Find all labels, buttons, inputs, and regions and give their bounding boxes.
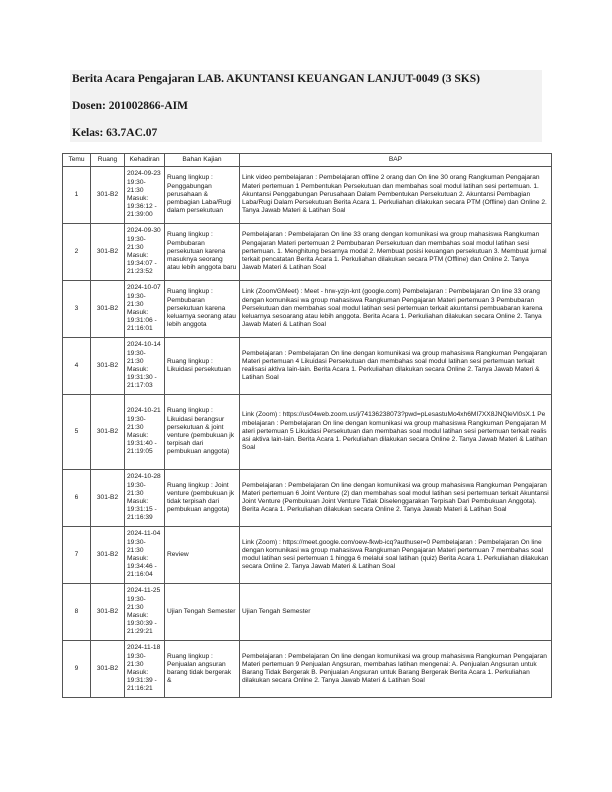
header-bap: BAP [240,154,552,167]
cell-ruang: 301-B2 [91,641,125,698]
cell-bahan-kajian: Review [165,527,240,584]
cell-ruang: 301-B2 [91,470,125,527]
cell-bap: Link (Zoom) : https://us04web.zoom.us/j/74136238073?pwd=pLesastuMo4xh6MI7XX8JNQleVl0sX.1 Pembelajaran : Pembelajaran On line dengan komunikasi wa group mahasiswa Rangkuman Pengajaran Materi pertemuan 5 Likuidasi Persekutuan dan membahas soal modul latihan sesi pertemuan terkait realisasi aktiva lain-lain. Berita Acara 1. Perkuliahan dilakukan secara Online 2. Tanya Jawab Materi & Latihan Soal [240,395,552,470]
cell-bap: Link (Zoom/GMeet) : Meet - hrw-yzjn-knt (google.com) Pembelajaran : Pembelajaran On line 33 orang dengan komunikasi wa group mahasiswa Rangkuman Pengajaran Materi pertemuan 3 Pembubaran Persekutuan dan membahas soal modul latihan sesi pertemuan terkait akuntansi pembuabaran karena keluarnya sesoarang atau lebih anggota. Berita Acara 1. Perkuliahan dilakukan secara Online 2. Tanya Jawab Materi & Latihan Soal [240,281,552,338]
cell-bap: Link (Zoom) : https://meet.google.com/oew-fkwb-icq?authuser=0 Pembelajaran : Pembelajaran On line dengan komunikasi wa group mahasiswa Rangkuman Pengajaran Materi pertemuan 7 membahas soal modul latihan sesi pertemuan 1 hingga 6 melalui soal latihan (quiz) Berita Acara 1. Perkuliahan dilakukan secara Online 2. Tanya Jawab Materi & Latihan Soal [240,527,552,584]
dosen-label: Dosen: 201002866-AIM [72,100,188,112]
header-bahan-kajian: Bahan Kajian [165,154,240,167]
table-row [63,224,552,281]
table-row [63,641,552,698]
cell-kehadiran: 2024-10-21 19:30-21:30 Masuk: 19:31:40 - 21:19:05 [125,395,165,470]
cell-bahan-kajian: Ruang lingkup : Penggabungan perusahaan & pembagian Laba/Rugi dalam persekutuan [165,167,240,224]
page-title: Berita Acara Pengajaran LAB. AKUNTANSI KEUANGAN LANJUT-0049 (3 SKS) [72,73,480,85]
table-header-row [63,154,552,167]
header-kehadiran: Kehadiran [125,154,165,167]
cell-ruang: 301-B2 [91,167,125,224]
cell-kehadiran: 2024-09-23 19:30-21:30 Masuk: 19:36:12 - 21:39:00 [125,167,165,224]
table-row [63,527,552,584]
cell-bahan-kajian: Ruang lingkup : Likuidasi persekutuan [165,338,240,395]
header-ruang: Ruang [91,154,125,167]
table-row [63,167,552,224]
cell-temu: 7 [63,527,91,584]
cell-bahan-kajian: Ruang lingkup : Pembubaran persekutuan karena keluarnya seorang atau lebih anggota [165,281,240,338]
cell-temu: 3 [63,281,91,338]
bap-table [62,153,552,698]
cell-ruang: 301-B2 [91,224,125,281]
cell-bahan-kajian: Ruang lingkup : Joint venture (pembukuan jk tidak terpisah dari pembukuan anggota) [165,470,240,527]
cell-bap: Link video pembelajaran : Pembelajaran offline 2 orang dan On line 30 orang Rangkuman Pengajaran Materi pertemuan 1 Pembentukan Persekutuan dan membahas soal modul latihan sesi pertemuan. 1. Akuntansi Penggabungan Perusahaan Dalam Pembentukan Persekutuan 2. Akuntansi Pembagian Laba/Rugi Dalam Persekutuan Berita Acara 1. Perkuliahan dilakukan secara PTM (Offline) dan Online 2. Tanya Jawab Materi & Latihan Soal [240,167,552,224]
cell-kehadiran: 2024-11-18 19:30-21:30 Masuk: 19:31:39 - 21:16:21 [125,641,165,698]
cell-bap: Ujian Tengah Semester [240,584,552,641]
cell-temu: 6 [63,470,91,527]
cell-temu: 5 [63,395,91,470]
cell-bahan-kajian: Ujian Tengah Semester [165,584,240,641]
cell-kehadiran: 2024-10-28 19:30-21:30 Masuk: 19:31:15 - 21:16:39 [125,470,165,527]
cell-ruang: 301-B2 [91,395,125,470]
cell-temu: 9 [63,641,91,698]
cell-temu: 8 [63,584,91,641]
cell-kehadiran: 2024-10-07 19:30-21:30 Masuk: 19:31:06 - 21:16:01 [125,281,165,338]
cell-bahan-kajian: Ruang lingkup : Penjualan angsuran barang tidak bergerak & [165,641,240,698]
table-row [63,470,552,527]
cell-ruang: 301-B2 [91,527,125,584]
cell-bap: Pembelajaran : Pembelajaran On line dengan komunikasi wa group mahasiswa Rangkuman Pengajaran Materi pertemuan 9 Penjualan Angsuran, membahas latihan mengenai: A. Penjualan Angsuran untuk Barang Tidak Bergerak B. Penjualan Angsuran untuk Barang Bergerak Berita Acara 1. Perkuliahan dilakukan secara Online 2. Tanya Jawab Materi & Latihan Soal [240,641,552,698]
table-row [63,584,552,641]
cell-temu: 4 [63,338,91,395]
cell-temu: 1 [63,167,91,224]
cell-bahan-kajian: Ruang lingkup : Pembubaran persekutuan karena masuknya seorang atau lebih anggota baru [165,224,240,281]
cell-bahan-kajian: Ruang lingkup : Likuidasi berangsur persekutuan & joint venture (pembukuan jk terpisah dari pembukuan anggota) [165,395,240,470]
cell-ruang: 301-B2 [91,584,125,641]
cell-kehadiran: 2024-11-25 19:30-21:30 Masuk: 19:30:39 - 21:29:21 [125,584,165,641]
cell-bap: Pembelajaran : Pembelajaran On line 33 orang dengan komunikasi wa group mahasiswa Rangkuman Pengajaran Materi pertemuan 2 Pembubaran Persekutuan dan membahas soal modul latihan sesi pertemuan. 1. Menghitung besarnya modal 2. Membuat posisi keuangan persekutuan 3. Membuat jurnal terkait pencatatan Berita Acara 1. Perkuliahan dilakukan secara PTM (Offline) dan Online 2. Tanya Jawab Materi & Latihan Soal [240,224,552,281]
table-row [63,281,552,338]
cell-bap: Pembelajaran : Pembelajaran On line dengan komunikasi wa group mahasiswa Rangkuman Pengajaran Materi pertemuan 6 Joint Venture (2) dan membahas soal modul latihan sesi pertemuan terkait Akuntansi Joint Venture (Pembukuan Joint Venture Tidak Diselenggarakan Terpisah Dari Pembukuan Anggota). Berita Acara 1. Perkuliahan dilakukan secara Online 2. Tanya Jawab Materi & Latihan Soal [240,470,552,527]
cell-kehadiran: 2024-11-04 19:30-21:30 Masuk: 19:34:46 - 21:16:04 [125,527,165,584]
cell-ruang: 301-B2 [91,338,125,395]
cell-bap: Pembelajaran : Pembelajaran On line dengan komunikasi wa group mahasiswa Rangkuman Pengajaran Materi pertemuan 4 Likuidasi Persekutuan dan membahas soal modul latihan sesi pertemuan terkait realisasi aktiva lain-lain. Berita Acara 1. Perkuliahan dilakukan secara Online 2. Tanya Jawab Materi & Latihan Soal [240,338,552,395]
cell-temu: 2 [63,224,91,281]
header-temu: Temu [63,154,91,167]
cell-ruang: 301-B2 [91,281,125,338]
table-row [63,395,552,470]
kelas-label: Kelas: 63.7AC.07 [72,127,158,139]
cell-kehadiran: 2024-10-14 19:30-21:30 Masuk: 19:31:30 - 21:17:03 [125,338,165,395]
cell-kehadiran: 2024-09-30 19:30-21:30 Masuk: 19:34:07 - 21:23:52 [125,224,165,281]
table-row [63,338,552,395]
